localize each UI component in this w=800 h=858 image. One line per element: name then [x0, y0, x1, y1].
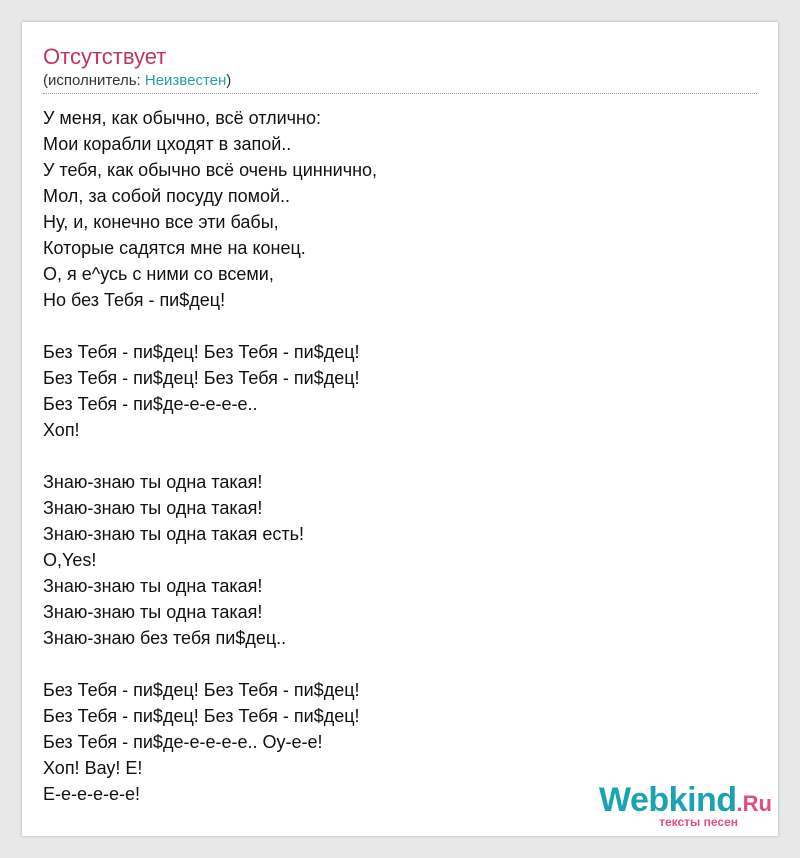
lyric-line: О,Yes! — [43, 550, 97, 570]
lyric-line: Ну, и, конечно все эти бабы, — [43, 212, 279, 232]
lyric-line: О, я е^усь с ними со всеми, — [43, 264, 274, 284]
lyric-line: Хоп! Вау! Е! — [43, 758, 143, 778]
lyric-blank-line — [43, 443, 377, 469]
lyric-line: Знаю-знаю ты одна такая есть! — [43, 524, 304, 544]
lyric-line: Которые садятся мне на конец. — [43, 238, 306, 258]
logo-tagline: тексты песен — [659, 815, 738, 829]
logo-brand: Webkind — [599, 781, 737, 819]
lyric-line: Знаю-знаю ты одна такая! — [43, 602, 263, 622]
site-logo[interactable] — [599, 783, 772, 828]
lyric-line: Хоп! — [43, 420, 80, 440]
lyric-line: Но без Тебя - пи$дец! — [43, 290, 226, 310]
lyric-line: Знаю-знаю ты одна такая! — [43, 498, 263, 518]
lyric-line: Мол, за собой посуду помой.. — [43, 186, 291, 206]
lyric-line: Знаю-знаю ты одна такая! — [43, 576, 263, 596]
title-divider — [43, 93, 757, 94]
song-title: Отсутствует — [43, 44, 167, 69]
lyric-line: Без Тебя - пи$дец! Без Тебя - пи$дец! — [43, 706, 360, 726]
lyric-line: Без Тебя - пи$дец! Без Тебя - пи$дец! — [43, 368, 360, 388]
artist-suffix: ) — [226, 72, 232, 89]
lyrics-card — [22, 22, 778, 836]
artist-prefix: (исполнитель: — [43, 72, 145, 89]
lyrics-text — [43, 105, 377, 807]
lyric-line: Знаю-знаю ты одна такая! — [43, 472, 263, 492]
logo-tld: .Ru — [736, 791, 772, 816]
lyric-line: Мои корабли цходят в запой.. — [43, 134, 292, 154]
lyric-line: У тебя, как обычно всё очень циннично, — [43, 160, 378, 180]
lyric-line: Е-е-е-е-е-е! — [43, 784, 141, 804]
lyric-line: Без Тебя - пи$дец! Без Тебя - пи$дец! — [43, 680, 360, 700]
lyric-line: Знаю-знаю без тебя пи$дец.. — [43, 628, 287, 648]
lyric-line: Без Тебя - пи$де-е-е-е-е.. — [43, 394, 258, 414]
lyric-line: Без Тебя - пи$дец! Без Тебя - пи$дец! — [43, 342, 360, 362]
lyric-blank-line — [43, 313, 377, 339]
lyric-line: У меня, как обычно, всё отлично: — [43, 108, 321, 128]
lyric-blank-line — [43, 651, 377, 677]
lyric-line: Без Тебя - пи$де-е-е-е-е.. Оу-е-е! — [43, 732, 323, 752]
artist-link[interactable]: Неизвестен — [144, 72, 227, 89]
artist-line — [43, 72, 231, 90]
